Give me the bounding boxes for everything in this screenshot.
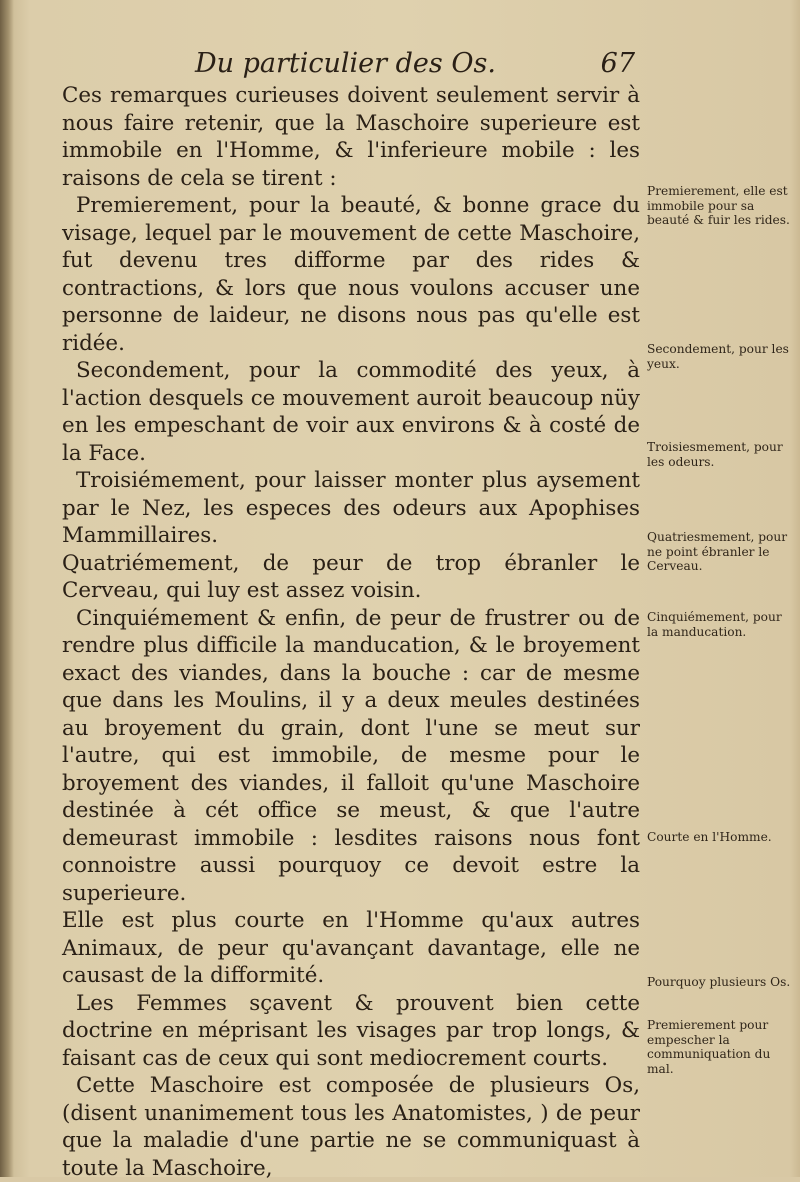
margin-note-5: Cinquiémement, pour la manducation.	[647, 610, 782, 639]
book-gutter	[0, 0, 14, 1177]
paragraph-7: Elle est plus courte en l'Homme qu'aux autres Animaux, de peur qu'avançant davantage, elle ne causast de la difformité.	[62, 908, 640, 988]
page-number: 67	[600, 48, 635, 79]
margin-note-8: Premierement pour empescher la communiquation du mal.	[647, 1018, 771, 1076]
paragraph-6: Cinquiémement & enfin, de peur de frustrer ou de rendre plus difficile la manducation, & le broyement exact des viandes, dans la bouche : car de mesme que dans les Moulins, il y a deux meules destinées au broyement du grain, dont l'une se meut sur l'autre, qui est immobile, de mesme pour le broyement des viandes, il falloit qu'une Maschoire destinée à cét office se meust, & que l'autre demeurast immobile : lesdites raisons nous font connoistre aussi pourquoy ce devoit estre la superieure.	[62, 605, 640, 906]
paragraph-3: Secondement, pour la commodité des yeux, à l'action desquels ce mouvement auroit beaucoup nüy en les empeschant de voir aux environs & à costé de la Face.	[62, 358, 640, 466]
paragraph-9: Cette Maschoire est composée de plusieurs Os, (disent unanimement tous les Anatomistes, ) de peur que la maladie d'une partie ne se communiquast à toute la Maschoire,	[62, 1073, 640, 1181]
margin-note-6: Courte en l'Homme.	[647, 830, 772, 844]
paragraph-5: Quatriémement, de peur de trop ébranler le Cerveau, qui luy est assez voisin.	[62, 550, 640, 603]
running-title: Du particulier des Os.	[195, 48, 496, 79]
margin-note-3: Troisiesmement, pour les odeurs.	[647, 440, 783, 469]
paragraph-8: Les Femmes sçavent & prouvent bien cette doctrine en méprisant les visages par trop longs, & faisant cas de ceux qui sont mediocrement courts.	[62, 990, 640, 1071]
margin-note-1: Premierement, elle est immobile pour sa beauté & fuir les rides.	[647, 184, 790, 227]
margin-note-2: Secondement, pour les yeux.	[647, 342, 789, 371]
margin-note-4: Quatriesmement, pour ne point ébranler le Cerveau.	[647, 530, 788, 573]
paragraph-1: Ces remarques curieuses doivent seulement servir à nous faire retenir, que la Maschoire superieure est immobile en l'Homme, & l'inferieure mobile : les raisons de cela se tirent :	[62, 83, 640, 191]
running-header	[195, 48, 635, 84]
margin-note-7: Pourquoy plusieurs Os.	[647, 975, 791, 989]
paragraph-4: Troisiémement, pour laisser monter plus aysement par le Nez, les especes des odeurs aux Apophises Mammillaires.	[62, 468, 640, 548]
paragraph-2: Premierement, pour la beauté, & bonne grace du visage, lequel par le mouvement de cette Maschoire, fut devenu tres difforme par des rides & contractions, & lors que nous voulons accuser une personne de laideur, ne disons nous pas qu'elle est ridée.	[62, 193, 640, 356]
main-text	[62, 82, 640, 1182]
